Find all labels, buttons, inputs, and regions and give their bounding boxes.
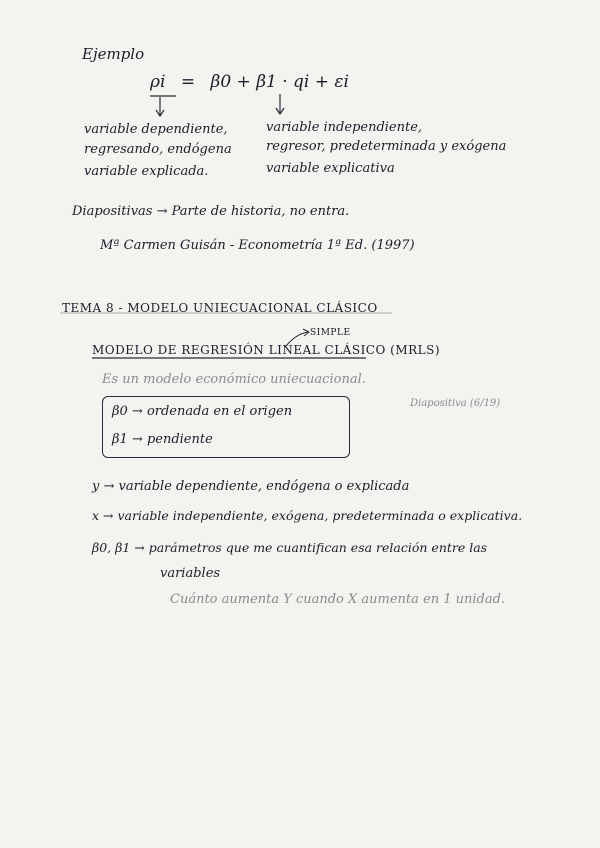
left-note-line-2: regresando, endógena xyxy=(84,142,232,157)
left-note-line-1: variable dependiente, xyxy=(84,122,228,137)
left-note-line-3: variable explicada. xyxy=(84,164,209,179)
tema-title: TEMA 8 - MODELO UNIECUACIONAL CLÁSICO xyxy=(62,301,378,315)
formula-lhs: ρi xyxy=(150,72,166,92)
reference-line-2: Mª Carmen Guisán - Econometría 1ª Ed. (1997) xyxy=(100,238,415,253)
box-line-1: β0 → ordenada en el origen xyxy=(112,404,293,419)
formula-eq: = xyxy=(180,72,196,92)
definition-x: x → variable independiente, exógena, predeterminada o explicativa. xyxy=(92,508,523,523)
simple-label: SIMPLE xyxy=(310,328,351,338)
faint-definition: Es un modelo económico uniecuacional. xyxy=(102,372,366,387)
heading-ejemplo: Ejemplo xyxy=(82,45,145,63)
side-note: Diapositiva (6/19) xyxy=(410,398,501,409)
formula-rhs: β0 + β1 · qi + εi xyxy=(210,72,349,92)
right-note-line-1: variable independiente, xyxy=(266,120,423,135)
right-note-line-2: regresor, predeterminada y exógena xyxy=(266,139,507,154)
definition-beta-b: variables xyxy=(160,566,221,581)
definition-y: y → variable dependiente, endógena o explicada xyxy=(92,479,410,494)
definition-beta-a: β0, β1 → parámetros que me cuantifican esa relación entre las xyxy=(92,540,488,555)
box-line-2: β1 → pendiente xyxy=(112,432,213,447)
model-title: MODELO DE REGRESIÓN LINEAL CLÁSICO (MRLS) xyxy=(92,343,441,357)
faint-last-line: Cuánto aumenta Y cuando X aumenta en 1 unidad. xyxy=(170,592,506,607)
reference-line-1: Diapositivas → Parte de historia, no entra. xyxy=(72,204,350,219)
right-note-line-3: variable explicativa xyxy=(266,161,395,176)
